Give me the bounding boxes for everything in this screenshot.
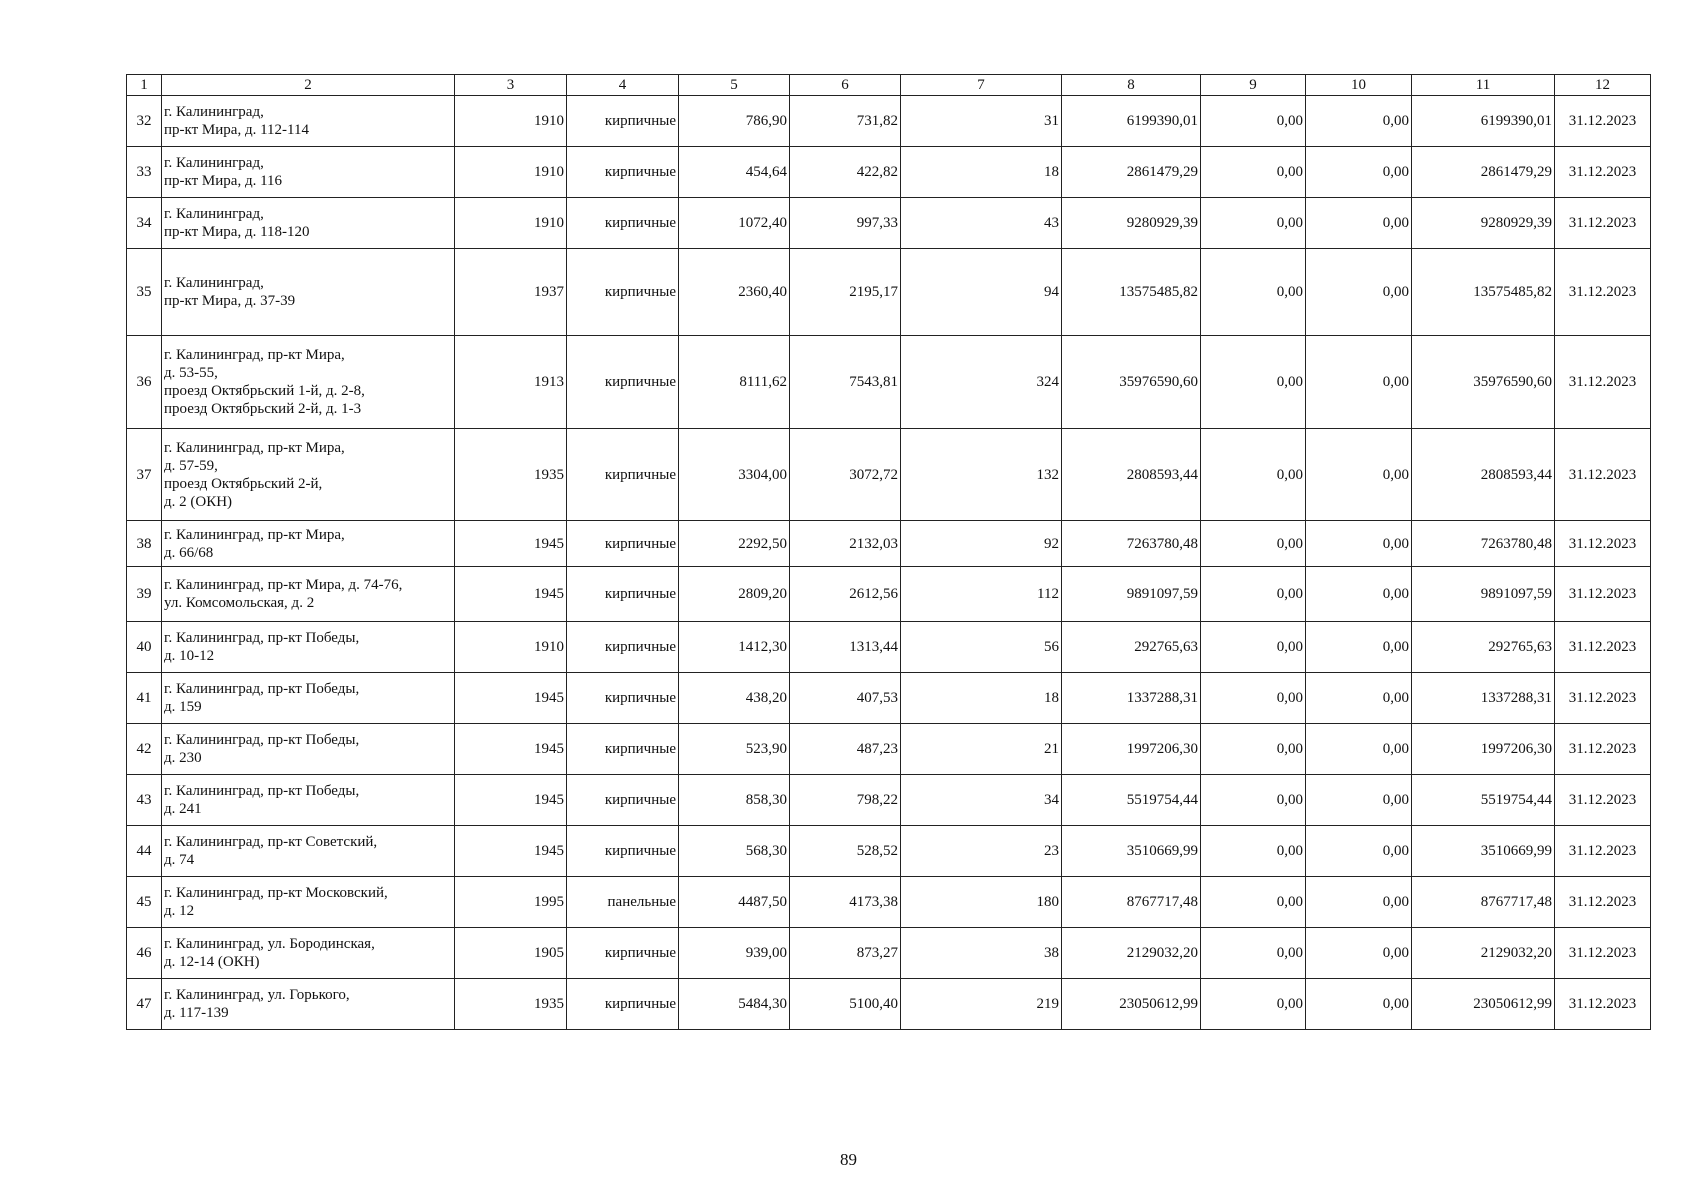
value-cell: 731,82 [790,96,901,147]
value-cell: 407,53 [790,673,901,724]
value-cell: 422,82 [790,147,901,198]
wall-material-cell: кирпичные [567,673,679,724]
column-header: 5 [679,75,790,96]
value-cell: 1412,30 [679,622,790,673]
value-cell: 0,00 [1201,198,1306,249]
table-row [127,147,1651,198]
date-cell: 31.12.2023 [1555,96,1651,147]
value-cell: 0,00 [1306,775,1412,826]
year-cell: 1910 [455,198,567,249]
value-cell: 1997206,30 [1412,724,1555,775]
value-cell: 6199390,01 [1062,96,1201,147]
address-cell: г. Калининград, ул. Бородинская, д. 12-14 (ОКН) [162,928,455,979]
year-cell: 1910 [455,622,567,673]
value-cell: 1313,44 [790,622,901,673]
value-cell: 2292,50 [679,521,790,567]
row-number: 45 [127,877,162,928]
address-cell: г. Калининград, пр-кт Мира, д. 53-55, проезд Октябрьский 1-й, д. 2-8, проезд Октябрьский 2-й, д. 1-3 [162,336,455,429]
value-cell: 292765,63 [1412,622,1555,673]
table-row [127,979,1651,1030]
value-cell: 9891097,59 [1062,567,1201,622]
row-number: 37 [127,429,162,521]
value-cell: 5100,40 [790,979,901,1030]
value-cell: 34 [901,775,1062,826]
value-cell: 0,00 [1306,147,1412,198]
value-cell: 2808593,44 [1412,429,1555,521]
value-cell: 798,22 [790,775,901,826]
value-cell: 858,30 [679,775,790,826]
year-cell: 1945 [455,567,567,622]
address-cell: г. Калининград, пр-кт Победы, д. 159 [162,673,455,724]
value-cell: 2861479,29 [1062,147,1201,198]
houses-table [126,74,1651,1030]
value-cell: 9280929,39 [1412,198,1555,249]
value-cell: 112 [901,567,1062,622]
column-header: 1 [127,75,162,96]
value-cell: 9280929,39 [1062,198,1201,249]
value-cell: 7263780,48 [1062,521,1201,567]
table-row [127,622,1651,673]
wall-material-cell: кирпичные [567,622,679,673]
row-number: 35 [127,249,162,336]
value-cell: 2129032,20 [1062,928,1201,979]
wall-material-cell: кирпичные [567,724,679,775]
date-cell: 31.12.2023 [1555,622,1651,673]
value-cell: 23 [901,826,1062,877]
date-cell: 31.12.2023 [1555,775,1651,826]
value-cell: 292765,63 [1062,622,1201,673]
value-cell: 0,00 [1306,198,1412,249]
value-cell: 523,90 [679,724,790,775]
value-cell: 1337288,31 [1412,673,1555,724]
value-cell: 3072,72 [790,429,901,521]
column-header: 12 [1555,75,1651,96]
value-cell: 0,00 [1201,775,1306,826]
row-number: 43 [127,775,162,826]
address-cell: г. Калининград, пр-кт Победы, д. 10-12 [162,622,455,673]
value-cell: 0,00 [1306,826,1412,877]
value-cell: 568,30 [679,826,790,877]
value-cell: 0,00 [1306,521,1412,567]
value-cell: 0,00 [1306,567,1412,622]
value-cell: 3304,00 [679,429,790,521]
table-row [127,826,1651,877]
wall-material-cell: панельные [567,877,679,928]
value-cell: 3510669,99 [1412,826,1555,877]
date-cell: 31.12.2023 [1555,521,1651,567]
table-row [127,724,1651,775]
value-cell: 18 [901,147,1062,198]
year-cell: 1945 [455,673,567,724]
value-cell: 6199390,01 [1412,96,1555,147]
table-row [127,429,1651,521]
row-number: 39 [127,567,162,622]
year-cell: 1945 [455,724,567,775]
year-cell: 1910 [455,147,567,198]
year-cell: 1945 [455,521,567,567]
year-cell: 1910 [455,96,567,147]
value-cell: 2360,40 [679,249,790,336]
value-cell: 1997206,30 [1062,724,1201,775]
page-number: 89 [840,1150,857,1169]
year-cell: 1935 [455,979,567,1030]
date-cell: 31.12.2023 [1555,724,1651,775]
value-cell: 56 [901,622,1062,673]
value-cell: 9891097,59 [1412,567,1555,622]
value-cell: 5519754,44 [1062,775,1201,826]
value-cell: 0,00 [1201,249,1306,336]
date-cell: 31.12.2023 [1555,877,1651,928]
row-number: 40 [127,622,162,673]
value-cell: 35976590,60 [1412,336,1555,429]
date-cell: 31.12.2023 [1555,249,1651,336]
year-cell: 1937 [455,249,567,336]
wall-material-cell: кирпичные [567,429,679,521]
wall-material-cell: кирпичные [567,147,679,198]
year-cell: 1935 [455,429,567,521]
value-cell: 2132,03 [790,521,901,567]
address-cell: г. Калининград, пр-кт Победы, д. 241 [162,775,455,826]
value-cell: 35976590,60 [1062,336,1201,429]
value-cell: 487,23 [790,724,901,775]
value-cell: 4173,38 [790,877,901,928]
value-cell: 180 [901,877,1062,928]
value-cell: 0,00 [1201,979,1306,1030]
year-cell: 1945 [455,775,567,826]
value-cell: 2861479,29 [1412,147,1555,198]
value-cell: 5519754,44 [1412,775,1555,826]
table-row [127,928,1651,979]
value-cell: 8767717,48 [1412,877,1555,928]
row-number: 44 [127,826,162,877]
value-cell: 23050612,99 [1412,979,1555,1030]
value-cell: 18 [901,673,1062,724]
value-cell: 0,00 [1306,979,1412,1030]
address-cell: г. Калининград, пр-кт Мира, д. 57-59, проезд Октябрьский 2-й, д. 2 (ОКН) [162,429,455,521]
row-number: 46 [127,928,162,979]
table-body [127,96,1651,1030]
year-cell: 1945 [455,826,567,877]
value-cell: 1337288,31 [1062,673,1201,724]
column-header: 4 [567,75,679,96]
value-cell: 0,00 [1201,96,1306,147]
value-cell: 219 [901,979,1062,1030]
column-header: 2 [162,75,455,96]
row-number: 47 [127,979,162,1030]
value-cell: 43 [901,198,1062,249]
value-cell: 0,00 [1201,521,1306,567]
wall-material-cell: кирпичные [567,928,679,979]
value-cell: 0,00 [1201,928,1306,979]
value-cell: 2612,56 [790,567,901,622]
table-row [127,673,1651,724]
row-number: 32 [127,96,162,147]
table-row [127,521,1651,567]
value-cell: 4487,50 [679,877,790,928]
address-cell: г. Калининград, пр-кт Советский, д. 74 [162,826,455,877]
row-number: 42 [127,724,162,775]
wall-material-cell: кирпичные [567,249,679,336]
value-cell: 2809,20 [679,567,790,622]
value-cell: 438,20 [679,673,790,724]
year-cell: 1913 [455,336,567,429]
value-cell: 0,00 [1306,622,1412,673]
address-cell: г. Калининград, пр-кт Московский, д. 12 [162,877,455,928]
value-cell: 13575485,82 [1062,249,1201,336]
value-cell: 0,00 [1306,877,1412,928]
column-header: 6 [790,75,901,96]
value-cell: 997,33 [790,198,901,249]
value-cell: 92 [901,521,1062,567]
address-cell: г. Калининград, пр-кт Мира, д. 74-76, ул. Комсомольская, д. 2 [162,567,455,622]
column-header: 8 [1062,75,1201,96]
value-cell: 31 [901,96,1062,147]
wall-material-cell: кирпичные [567,826,679,877]
column-header: 7 [901,75,1062,96]
table-row [127,567,1651,622]
row-number: 34 [127,198,162,249]
value-cell: 0,00 [1201,147,1306,198]
row-number: 33 [127,147,162,198]
value-cell: 0,00 [1201,724,1306,775]
wall-material-cell: кирпичные [567,198,679,249]
value-cell: 0,00 [1201,622,1306,673]
value-cell: 0,00 [1306,96,1412,147]
table-row [127,336,1651,429]
value-cell: 21 [901,724,1062,775]
value-cell: 0,00 [1306,429,1412,521]
column-header: 11 [1412,75,1555,96]
value-cell: 0,00 [1306,336,1412,429]
value-cell: 0,00 [1306,724,1412,775]
value-cell: 3510669,99 [1062,826,1201,877]
value-cell: 1072,40 [679,198,790,249]
value-cell: 38 [901,928,1062,979]
date-cell: 31.12.2023 [1555,826,1651,877]
column-header: 10 [1306,75,1412,96]
row-number: 38 [127,521,162,567]
wall-material-cell: кирпичные [567,775,679,826]
table-row [127,775,1651,826]
value-cell: 8111,62 [679,336,790,429]
value-cell: 0,00 [1201,877,1306,928]
date-cell: 31.12.2023 [1555,198,1651,249]
value-cell: 0,00 [1201,673,1306,724]
value-cell: 939,00 [679,928,790,979]
date-cell: 31.12.2023 [1555,336,1651,429]
wall-material-cell: кирпичные [567,336,679,429]
value-cell: 873,27 [790,928,901,979]
address-cell: г. Калининград, пр-кт Мира, д. 118-120 [162,198,455,249]
address-cell: г. Калининград, пр-кт Мира, д. 116 [162,147,455,198]
table-row [127,96,1651,147]
table-row [127,198,1651,249]
value-cell: 0,00 [1306,249,1412,336]
value-cell: 0,00 [1306,673,1412,724]
wall-material-cell: кирпичные [567,96,679,147]
column-number-header-row [127,75,1651,96]
year-cell: 1995 [455,877,567,928]
value-cell: 7543,81 [790,336,901,429]
value-cell: 0,00 [1201,567,1306,622]
wall-material-cell: кирпичные [567,521,679,567]
date-cell: 31.12.2023 [1555,928,1651,979]
value-cell: 0,00 [1201,826,1306,877]
value-cell: 5484,30 [679,979,790,1030]
value-cell: 454,64 [679,147,790,198]
address-cell: г. Калининград, пр-кт Мира, д. 66/68 [162,521,455,567]
value-cell: 786,90 [679,96,790,147]
date-cell: 31.12.2023 [1555,429,1651,521]
row-number: 36 [127,336,162,429]
wall-material-cell: кирпичные [567,567,679,622]
date-cell: 31.12.2023 [1555,147,1651,198]
value-cell: 528,52 [790,826,901,877]
date-cell: 31.12.2023 [1555,979,1651,1030]
address-cell: г. Калининград, пр-кт Мира, д. 112-114 [162,96,455,147]
address-cell: г. Калининград, пр-кт Победы, д. 230 [162,724,455,775]
value-cell: 324 [901,336,1062,429]
date-cell: 31.12.2023 [1555,567,1651,622]
value-cell: 94 [901,249,1062,336]
value-cell: 8767717,48 [1062,877,1201,928]
column-header: 3 [455,75,567,96]
column-header: 9 [1201,75,1306,96]
value-cell: 2808593,44 [1062,429,1201,521]
address-cell: г. Калининград, пр-кт Мира, д. 37-39 [162,249,455,336]
value-cell: 132 [901,429,1062,521]
table-row [127,877,1651,928]
value-cell: 13575485,82 [1412,249,1555,336]
value-cell: 0,00 [1201,429,1306,521]
value-cell: 0,00 [1201,336,1306,429]
year-cell: 1905 [455,928,567,979]
value-cell: 2129032,20 [1412,928,1555,979]
address-cell: г. Калининград, ул. Горького, д. 117-139 [162,979,455,1030]
date-cell: 31.12.2023 [1555,673,1651,724]
value-cell: 2195,17 [790,249,901,336]
value-cell: 23050612,99 [1062,979,1201,1030]
row-number: 41 [127,673,162,724]
wall-material-cell: кирпичные [567,979,679,1030]
value-cell: 7263780,48 [1412,521,1555,567]
value-cell: 0,00 [1306,928,1412,979]
table-row [127,249,1651,336]
